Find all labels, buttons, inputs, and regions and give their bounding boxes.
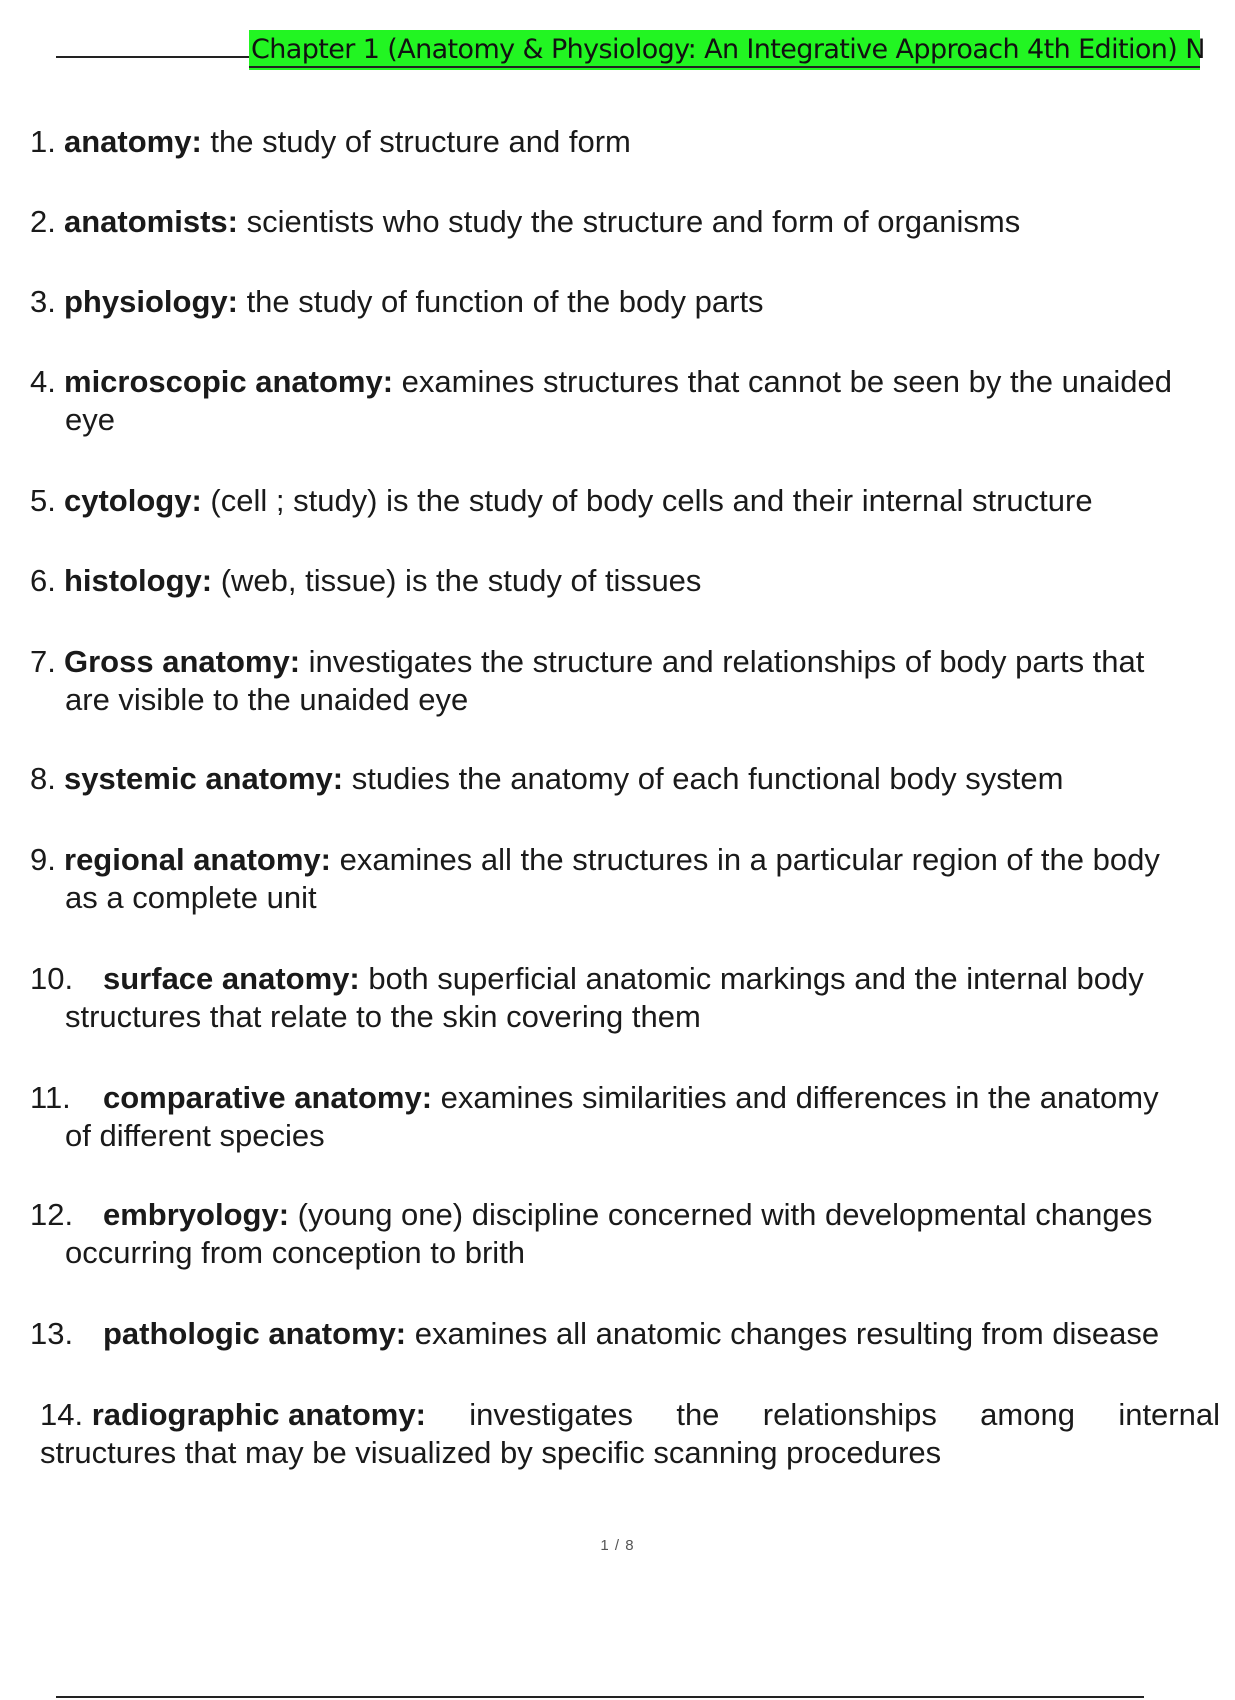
term-item (30, 482, 1200, 520)
term-definition: both superficial anatomic markings and the internal body (359, 961, 1144, 996)
term-definition: examines similarities and differences in the anatomy (432, 1080, 1159, 1115)
term-continuation: are visible to the unaided eye (65, 682, 469, 717)
term-number: 7. (30, 644, 56, 679)
term-continuation: of different species (65, 1118, 325, 1153)
term-definition-word: relationships (762, 1397, 937, 1432)
term-item (30, 960, 1200, 998)
term-word: pathologic anatomy: (103, 1316, 407, 1351)
term-definition: studies the anatomy of each functional body system (343, 761, 1064, 796)
term-number: 13. (30, 1316, 74, 1351)
term-word: systemic anatomy: (64, 761, 344, 796)
chapter-title-underline (249, 66, 1200, 68)
term-number: 14. (40, 1397, 84, 1432)
term-item (40, 1396, 1220, 1472)
term-continuation: as a complete unit (65, 880, 317, 915)
term-item (30, 643, 1200, 681)
term-word: regional anatomy: (64, 842, 331, 877)
term-definition-word: internal (1118, 1397, 1220, 1432)
term-item (30, 760, 1200, 798)
term-definition-word: among (980, 1397, 1075, 1432)
term-word: comparative anatomy: (103, 1080, 433, 1115)
term-continuation: structures that relate to the skin covering them (65, 999, 701, 1034)
term-number: 5. (30, 483, 56, 518)
term-number: 12. (30, 1197, 74, 1232)
term-word: surface anatomy: (103, 961, 360, 996)
term-continuation: occurring from conception to brith (65, 1235, 526, 1270)
term-item (30, 123, 1200, 161)
term-number: 9. (30, 842, 56, 877)
term-item (30, 562, 1200, 600)
page-number: 1 / 8 (600, 1537, 635, 1554)
term-word: anatomists: (64, 204, 238, 239)
term-definition: investigates the structure and relationships of body parts that (300, 644, 1145, 679)
term-continuation: structures that may be visualized by specific scanning procedures (40, 1435, 942, 1470)
term-definition-word: the (676, 1397, 720, 1432)
term-definition: (cell ; study) is the study of body cells and their internal structure (201, 483, 1093, 518)
header-left-rule (56, 56, 250, 58)
term-number: 3. (30, 284, 56, 319)
term-number: 1. (30, 124, 56, 159)
term-item (30, 841, 1200, 879)
term-word: histology: (64, 563, 213, 598)
term-definition: (young one) discipline concerned with developmental changes (289, 1197, 1153, 1232)
page-header (0, 0, 1205, 80)
term-definition-word: investigates (469, 1397, 633, 1432)
term-item (30, 283, 1200, 321)
term-item (30, 1196, 1200, 1234)
term-item (30, 363, 1200, 401)
term-number: 6. (30, 563, 56, 598)
term-number: 8. (30, 761, 56, 796)
term-item (30, 1315, 1200, 1353)
term-number: 11. (30, 1080, 71, 1115)
term-definition: examines all the structures in a particular region of the body (331, 842, 1160, 877)
term-word: microscopic anatomy: (64, 364, 394, 399)
term-item (30, 203, 1200, 241)
term-continuation: eye (65, 402, 115, 437)
term-definition: the study of structure and form (201, 124, 631, 159)
chapter-title-highlight: Chapter 1 (Anatomy & Physiology: An Integrative Approach 4th Edition) N (249, 30, 1200, 70)
term-word: cytology: (64, 483, 202, 518)
term-number: 4. (30, 364, 56, 399)
term-word: embryology: (103, 1197, 290, 1232)
term-word: physiology: (64, 284, 238, 319)
footer-rule (56, 1696, 1144, 1698)
term-number: 2. (30, 204, 56, 239)
term-number: 10. (30, 961, 74, 996)
term-word: Gross anatomy: (64, 644, 301, 679)
term-word: anatomy: (64, 124, 202, 159)
term-definition: the study of function of the body parts (237, 284, 764, 319)
term-definition: scientists who study the structure and form of organisms (237, 204, 1021, 239)
term-definition: (web, tissue) is the study of tissues (212, 563, 702, 598)
term-definition: examines all anatomic changes resulting from disease (406, 1316, 1160, 1351)
term-word: radiographic anatomy: (91, 1397, 426, 1432)
term-item (30, 1079, 1200, 1117)
term-definition: examines structures that cannot be seen by the unaided (393, 364, 1172, 399)
